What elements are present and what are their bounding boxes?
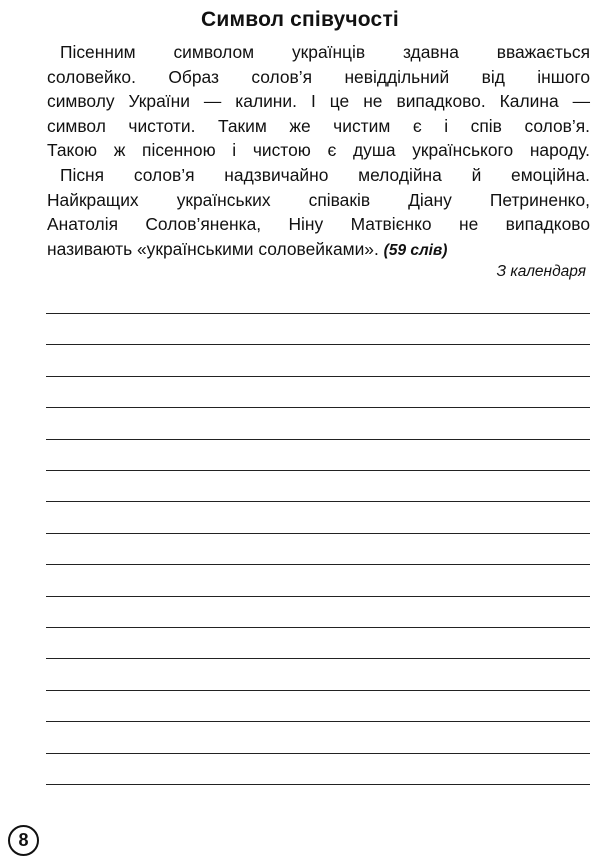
text-line-content: називають «українськими соловейками».	[47, 238, 379, 259]
writing-line	[46, 470, 590, 471]
writing-line	[46, 690, 590, 691]
writing-line	[46, 533, 590, 534]
writing-line	[46, 753, 590, 754]
writing-line	[46, 501, 590, 502]
text-line: Анатолія Солов’яненка, Ніну Матвієнко не випадково	[47, 214, 590, 235]
source-attribution: З календаря	[496, 263, 586, 280]
writing-line	[46, 596, 590, 597]
writing-line	[46, 627, 590, 628]
page-number: 8	[8, 825, 39, 856]
text-line: символу України — калини. І це не випадково. Калина —	[47, 91, 590, 112]
writing-line	[46, 439, 590, 440]
text-line: Пісенним символом українців здавна вважається	[60, 42, 590, 62]
text-line: символ чистоти. Таким же чистим є і спів солов’я.	[47, 115, 590, 136]
text-line: соловейко. Образ солов’я невіддільний від іншого	[47, 66, 590, 87]
writing-line	[46, 721, 590, 722]
page-title: Символ співучості	[201, 8, 399, 31]
writing-line	[46, 658, 590, 659]
writing-line	[46, 313, 590, 314]
writing-line	[46, 344, 590, 345]
text-line: Пісня солов’я надзвичайно мелодійна й емоційна.	[60, 164, 590, 185]
writing-line	[46, 564, 590, 565]
text-line: Найкращих українських співаків Діану Петриненко,	[47, 189, 590, 210]
writing-lines	[46, 0, 590, 864]
writing-line	[46, 376, 590, 377]
writing-line	[46, 407, 590, 408]
writing-line	[46, 784, 590, 785]
word-count: (59 слів)	[383, 241, 448, 259]
text-line: Такою ж пісенною і чистою є душа українського народу.	[47, 140, 590, 161]
